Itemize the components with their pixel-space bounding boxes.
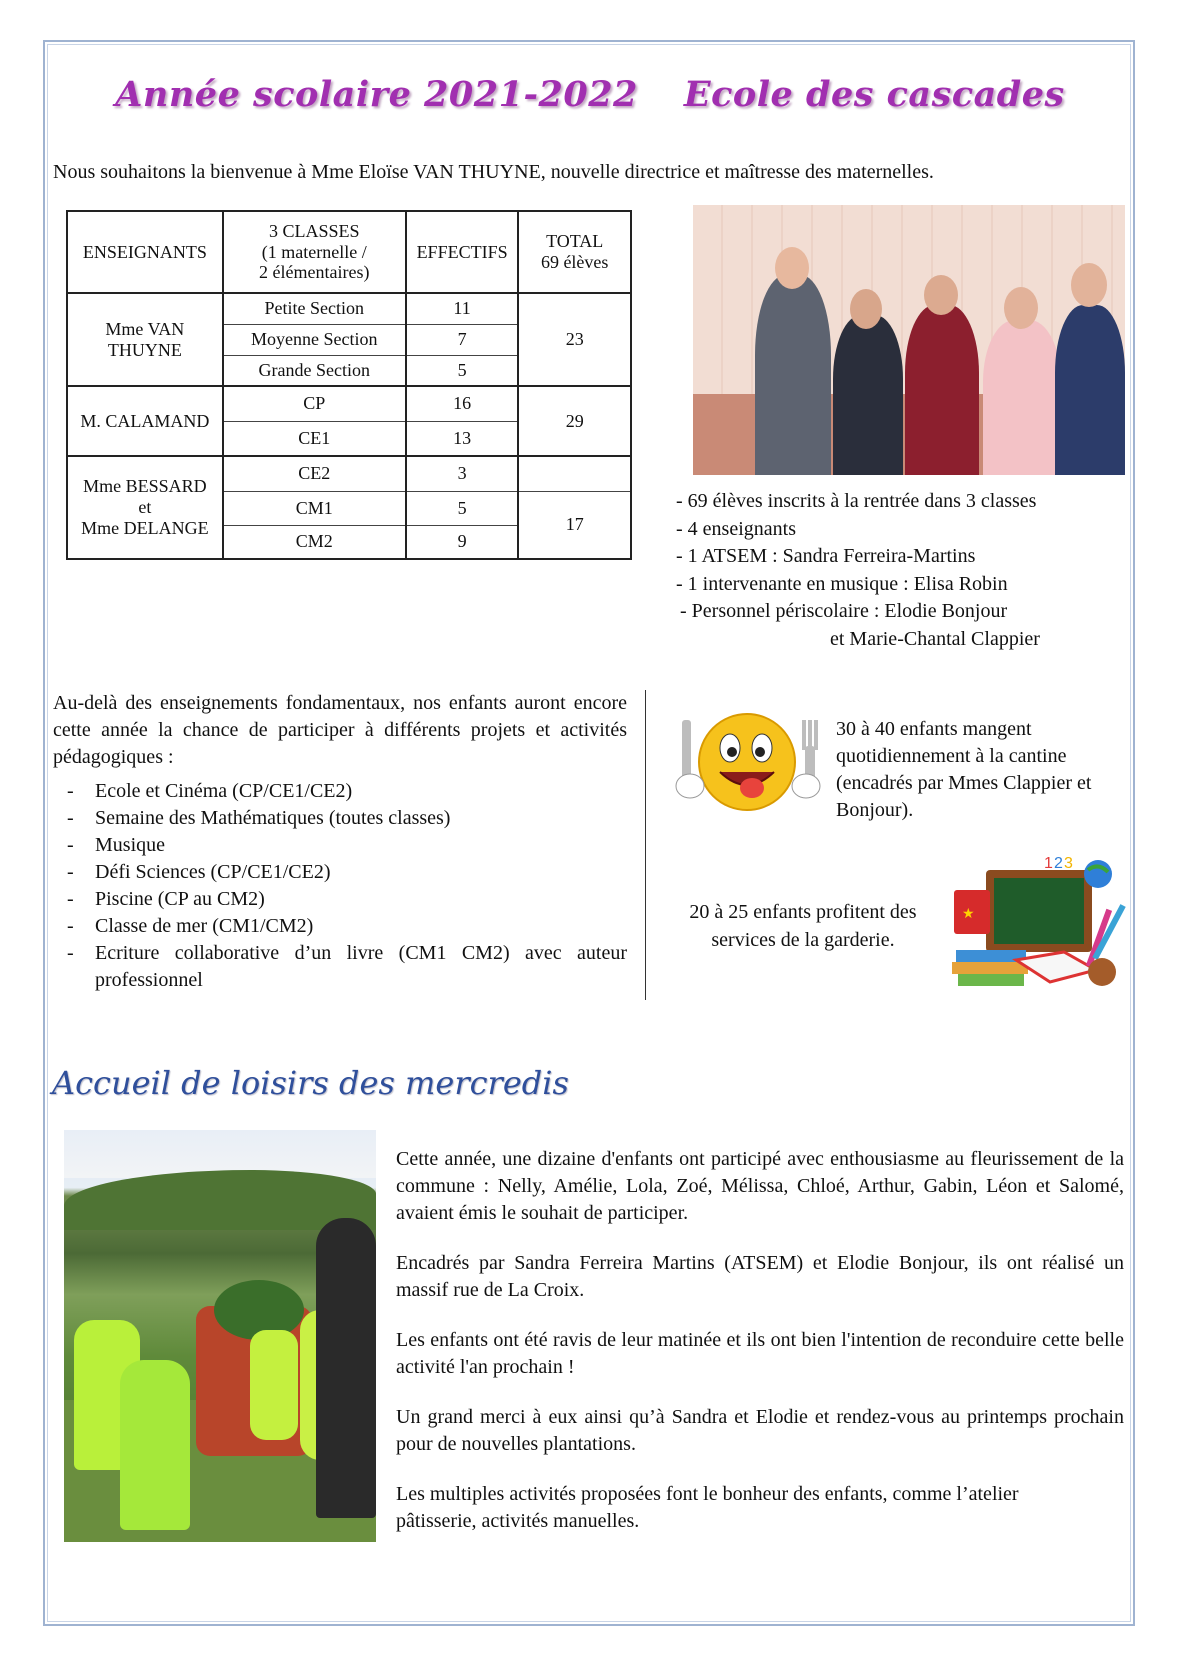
school-supplies-icon xyxy=(946,852,1126,1002)
person-5-head xyxy=(1071,263,1107,307)
fact-item: - 4 enseignants xyxy=(676,517,796,540)
teacher-name: THUYNE xyxy=(107,339,182,360)
header-classes xyxy=(223,211,406,293)
header-total-l1: TOTAL xyxy=(546,231,604,252)
canteen-text: 30 à 40 enfants mangent quotidiennement à la cantine (encadrés par Mmes Clappier et Bonjour). xyxy=(836,718,1092,821)
page-title xyxy=(60,74,1120,115)
list-item: - Défi Sciences (CP/CE1/CE2) xyxy=(53,859,627,886)
class-cell: CM2 xyxy=(223,525,406,559)
class-cell: CE1 xyxy=(223,421,406,456)
list-item: - Ecriture collaborative d’un livre (CM1 CM2) avec auteur professionnel xyxy=(53,940,627,994)
person-2 xyxy=(833,315,903,475)
svg-text:★: ★ xyxy=(962,906,975,922)
header-total xyxy=(518,211,631,293)
class-cell: Petite Section xyxy=(223,293,406,324)
count-cell: 13 xyxy=(406,421,519,456)
table-row xyxy=(67,293,631,324)
school-facts xyxy=(676,488,1040,653)
header-classes-l3: 2 élémentaires) xyxy=(259,262,370,283)
daycare-text: 20 à 25 enfants profitent des services de la garderie. xyxy=(689,901,917,951)
person-2-head xyxy=(850,289,882,329)
header-effectifs: EFFECTIFS xyxy=(406,211,519,293)
paragraph: Cette année, une dizaine d'enfants ont participé avec enthousiasme au fleurissement de la commune : Nelly, Amélie, Lola, Zoé, Mélissa, Chloé, Arthur, Gabin, Léon et Salomé, avaient émis le souhait de participer. xyxy=(396,1148,1124,1224)
welcome-text: Nous souhaitons la bienvenue à Mme Eloïse VAN THUYNE, nouvelle directrice et maîtresse des maternelles. xyxy=(53,161,934,183)
section-title-leisure: Accueil de loisirs des mercredis xyxy=(52,1064,569,1102)
total-cell: 23 xyxy=(518,293,631,386)
person-3-head xyxy=(924,275,958,315)
children-gardening-photo xyxy=(64,1130,376,1542)
list-item: - Classe de mer (CM1/CM2) xyxy=(53,913,627,940)
column-divider xyxy=(645,690,646,1000)
photo-child-vest xyxy=(120,1360,190,1530)
leisure-text xyxy=(396,1146,1124,1558)
activities-intro: Au-delà des enseignements fondamentaux, nos enfants auront encore cette année la chance de participer à différents projets et activités pédagogiques : xyxy=(53,692,627,768)
teacher-name: Mme DELANGE xyxy=(81,517,209,538)
teacher-name: Mme BESSARD xyxy=(83,476,207,497)
list-item: - Semaine des Mathématiques (toutes classes) xyxy=(53,805,627,832)
paragraph: Les multiples activités proposées font le bonheur des enfants, comme l’atelier pâtisserie, activités manuelles. xyxy=(396,1483,1019,1532)
teacher-cell xyxy=(67,293,223,386)
fact-item: - Personnel périscolaire : Elodie Bonjour xyxy=(680,600,1008,622)
teachers-group-photo xyxy=(693,205,1125,475)
table-row xyxy=(67,386,631,421)
teacher-cell xyxy=(67,386,223,456)
class-cell: CM1 xyxy=(223,491,406,525)
title-year: Année scolaire 2021-2022 xyxy=(115,74,638,115)
count-cell: 5 xyxy=(406,491,519,525)
person-4 xyxy=(983,320,1061,475)
person-5 xyxy=(1055,305,1125,475)
count-cell: 5 xyxy=(406,355,519,386)
person-1 xyxy=(755,275,831,475)
class-cell: CE2 xyxy=(223,456,406,491)
header-classes-l1: 3 CLASSES xyxy=(268,220,360,241)
svg-text:1: 1 xyxy=(1044,855,1053,872)
fact-item: - 1 ATSEM : Sandra Ferreira-Martins xyxy=(676,545,976,567)
count-cell: 11 xyxy=(406,293,519,324)
photo-adult xyxy=(316,1218,376,1518)
svg-text:3: 3 xyxy=(1064,855,1073,872)
class-cell: Moyenne Section xyxy=(223,324,406,355)
total-cell-empty xyxy=(518,456,631,491)
count-cell: 16 xyxy=(406,386,519,421)
classes-table xyxy=(66,210,632,560)
paragraph: Encadrés par Sandra Ferreira Martins (ATSEM) et Elodie Bonjour, ils ont réalisé un massif rue de La Croix. xyxy=(396,1252,1124,1301)
list-item: - Piscine (CP au CM2) xyxy=(53,886,627,913)
header-classes-l2: (1 maternelle / xyxy=(261,241,367,262)
total-cell: 29 xyxy=(518,386,631,456)
header-teachers: ENSEIGNANTS xyxy=(67,211,223,293)
table-header-row xyxy=(67,211,631,293)
fact-item: et Marie-Chantal Clappier xyxy=(830,627,1040,650)
photo-child-vest xyxy=(250,1330,298,1440)
paragraph: Les enfants ont été ravis de leur matinée et ils ont bien l'intention de reconduire cette belle activité l'an prochain ! xyxy=(396,1329,1124,1378)
fact-item: - 1 intervenante en musique : Elisa Robin xyxy=(676,572,1008,595)
title-school: Ecole des cascades xyxy=(683,74,1065,115)
teacher-name: Mme VAN xyxy=(105,318,185,339)
person-4-head xyxy=(1004,287,1038,329)
activities-list xyxy=(53,778,627,994)
total-cell: 17 xyxy=(518,491,631,559)
teacher-name: M. CALAMAND xyxy=(80,410,210,431)
hungry-smiley-icon xyxy=(672,706,822,816)
count-cell: 7 xyxy=(406,324,519,355)
teacher-name: et xyxy=(138,497,152,518)
count-cell: 9 xyxy=(406,525,519,559)
header-total-l2: 69 élèves xyxy=(540,252,609,272)
fact-item: - 69 élèves inscrits à la rentrée dans 3 classes xyxy=(676,490,1037,512)
paragraph: Un grand merci à eux ainsi qu’à Sandra et Elodie et rendez-vous au printemps prochain pour de nouvelles plantations. xyxy=(396,1406,1124,1455)
list-item: - Musique xyxy=(53,832,627,859)
person-1-head xyxy=(775,247,809,289)
count-cell: 3 xyxy=(406,456,519,491)
class-cell: Grande Section xyxy=(223,355,406,386)
table-row xyxy=(67,456,631,491)
person-3 xyxy=(905,305,979,475)
teacher-cell xyxy=(67,456,223,559)
class-cell: CP xyxy=(223,386,406,421)
svg-text:2: 2 xyxy=(1054,855,1063,872)
list-item: - Ecole et Cinéma (CP/CE1/CE2) xyxy=(53,778,627,805)
